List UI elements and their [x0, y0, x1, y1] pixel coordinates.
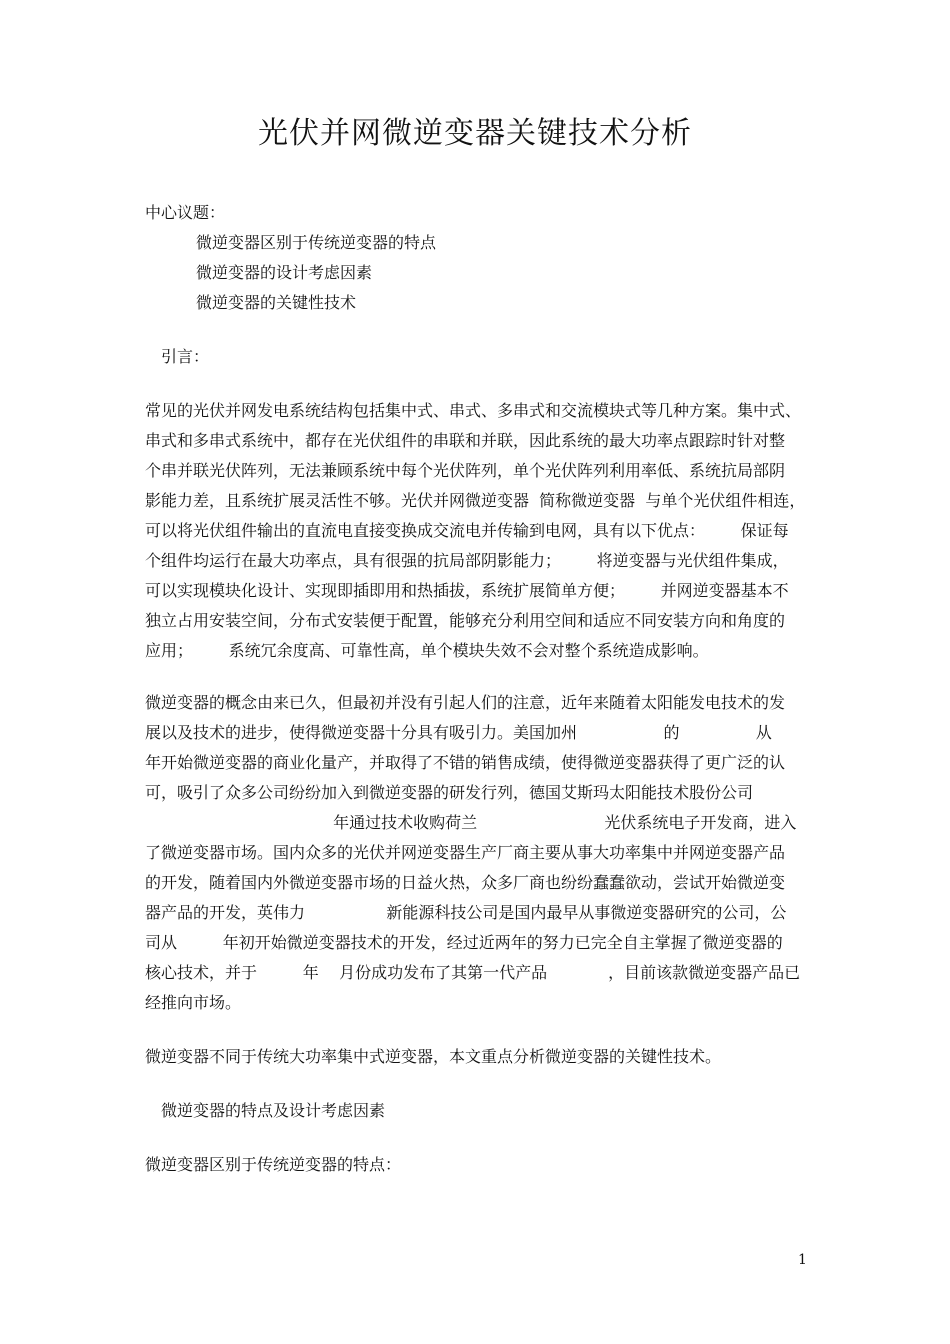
paragraph-line: 可，吸引了众多公司纷纷加入到微逆变器的研发行列，德国艾斯玛太阳能技术股份公司: [145, 783, 754, 802]
subsection-heading: 微逆变器区别于传统逆变器的特点：: [145, 1155, 402, 1174]
paragraph-line: 可以实现模块化设计、实现即插即用和热插拔，系统扩展简单方便； 并网逆变器基本不: [145, 581, 789, 600]
paragraph-line: 个串并联光伏阵列，无法兼顾系统中每个光伏阵列，单个光伏阵列利用率低、系统抗局部阴: [145, 461, 786, 480]
page-number: 1: [798, 1252, 807, 1268]
topics-heading: 中心议题：: [145, 203, 226, 222]
paragraph-line: 串式和多串式系统中，都存在光伏组件的串联和并联，因此系统的最大功率点跟踪时针对整: [145, 431, 786, 450]
paragraph-line: 独立占用安装空间，分布式安装便于配置，能够充分利用空间和适应不同安装方向和角度的: [145, 611, 786, 630]
section-heading: 微逆变器的特点及设计考虑因素: [161, 1101, 386, 1120]
paragraph-line: 经推向市场。: [145, 993, 242, 1012]
paragraph-line: 的开发，随着国内外微逆变器市场的日益火热，众多厂商也纷纷蠢蠢欲动，尝试开始微逆变: [145, 873, 786, 892]
paragraph-line: 微逆变器的概念由来已久，但最初并没有引起人们的注意，近年来随着太阳能发电技术的发: [145, 693, 786, 712]
paragraph-line: 了微逆变器市场。国内众多的光伏并网逆变器生产厂商主要从事大功率集中并网逆变器产品: [145, 843, 786, 862]
paragraph-line: 年开始微逆变器的商业化量产，并取得了不错的销售成绩，使得微逆变器获得了更广泛的认: [145, 753, 786, 772]
topic-item: 微逆变器区别于传统逆变器的特点: [196, 233, 437, 252]
paragraph-line: 可以将光伏组件输出的直流电直接变换成交流电并传输到电网，具有以下优点： 保证每: [145, 521, 789, 540]
paragraph-line: 影能力差，且系统扩展灵活性不够。光伏并网微逆变器 简称微逆变器 与单个光伏组件相连，: [145, 491, 806, 510]
paragraph-line: 应用； 系统冗余度高、可靠性高，单个模块失效不会对整个系统造成影响。: [145, 641, 709, 660]
document-title: 光伏并网微逆变器关键技术分析: [258, 116, 692, 151]
paragraph-line: 年通过技术收购荷兰 光伏系统电子开发商，进入: [145, 813, 797, 832]
paragraph-line: 常见的光伏并网发电系统结构包括集中式、串式、多串式和交流模块式等几种方案。集中式、: [145, 401, 802, 420]
paragraph-line: 个组件均运行在最大功率点，具有很强的抗局部阴影能力； 将逆变器与光伏组件集成，: [145, 551, 789, 570]
paragraph-3: 微逆变器不同于传统大功率集中式逆变器，本文重点分析微逆变器的关键性技术。: [145, 1047, 722, 1066]
paragraph-line: 器产品的开发，英伟力 新能源科技公司是国内最早从事微逆变器研究的公司，公: [145, 903, 787, 922]
topic-item: 微逆变器的设计考虑因素: [196, 263, 373, 282]
paragraph-line: 司从 年初开始微逆变器技术的开发，经过近两年的努力已完全自主掌握了微逆变器的: [145, 933, 783, 952]
intro-label: 引言：: [161, 347, 210, 366]
paragraph-line: 核心技术，并于 年 月份成功发布了其第一代产品 ，目前该款微逆变器产品已: [145, 963, 801, 982]
topic-item: 微逆变器的关键性技术: [196, 293, 357, 312]
paragraph-line: 展以及技术的进步，使得微逆变器十分具有吸引力。美国加州 的 从: [145, 723, 772, 742]
